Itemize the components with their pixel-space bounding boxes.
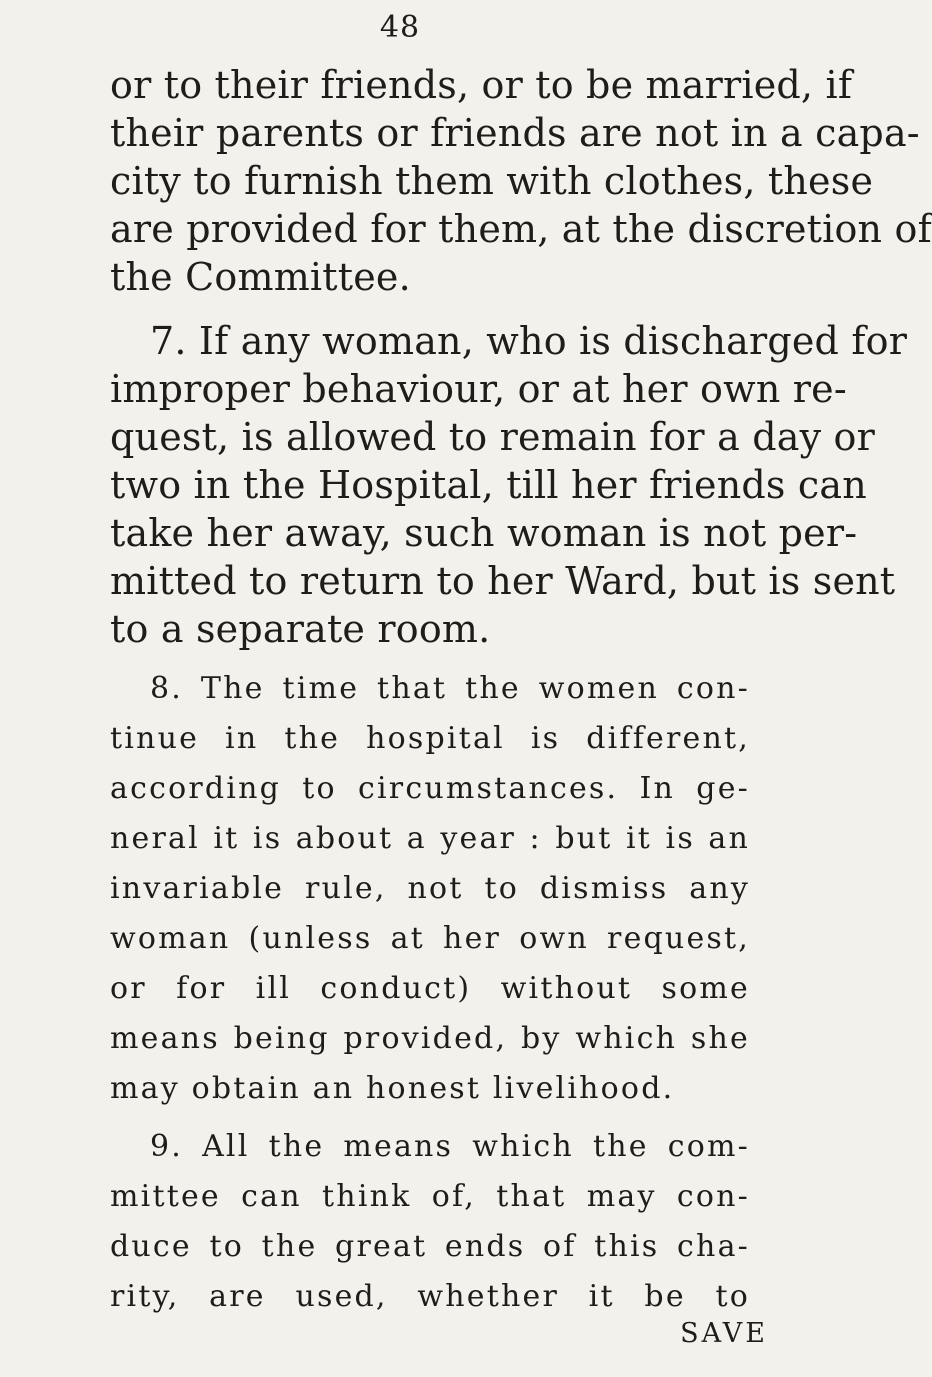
text-line: according to circumstances. In ge- (110, 771, 750, 806)
text-line: the Committee. (110, 255, 411, 299)
text-line: woman (unless at her own request, (110, 921, 750, 956)
text-line: mittee can think of, that may con- (110, 1179, 750, 1214)
text-line: city to furnish them with clothes, these (110, 159, 874, 203)
text-line: 7. If any woman, who is discharged for (150, 319, 908, 363)
text-line: rity, are used, whether it be to (110, 1279, 750, 1314)
text-line: 8. The time that the women con- (150, 671, 750, 706)
text-line: tinue in the hospital is different, (110, 721, 750, 756)
page-number: 48 (379, 10, 421, 45)
text-line: may obtain an honest livelihood. (110, 1071, 675, 1106)
text-line: improper behaviour, or at her own re- (110, 367, 847, 411)
text-line: their parents or friends are not in a capa- (110, 111, 920, 155)
text-line: or to their friends, or to be married, if (110, 63, 853, 107)
text-line: duce to the great ends of this cha- (110, 1229, 750, 1264)
text-line: or for ill conduct) without some (110, 971, 750, 1006)
text-line: are provided for them, at the discretion of (110, 207, 932, 251)
text-line: mitted to return to her Ward, but is sent (110, 559, 896, 603)
text-line: take her away, such woman is not per- (110, 511, 858, 555)
text-line: two in the Hospital, till her friends can (110, 463, 867, 507)
text-line: quest, is allowed to remain for a day or (110, 415, 875, 459)
text-line: invariable rule, not to dismiss any (110, 871, 750, 906)
text-line: neral it is about a year : but it is an (110, 821, 750, 856)
catchword: SAVE (680, 1318, 768, 1349)
text-line: 9. All the means which the com- (150, 1129, 750, 1164)
text-line: to a separate room. (110, 607, 491, 651)
text-line: means being provided, by which she (110, 1021, 750, 1056)
